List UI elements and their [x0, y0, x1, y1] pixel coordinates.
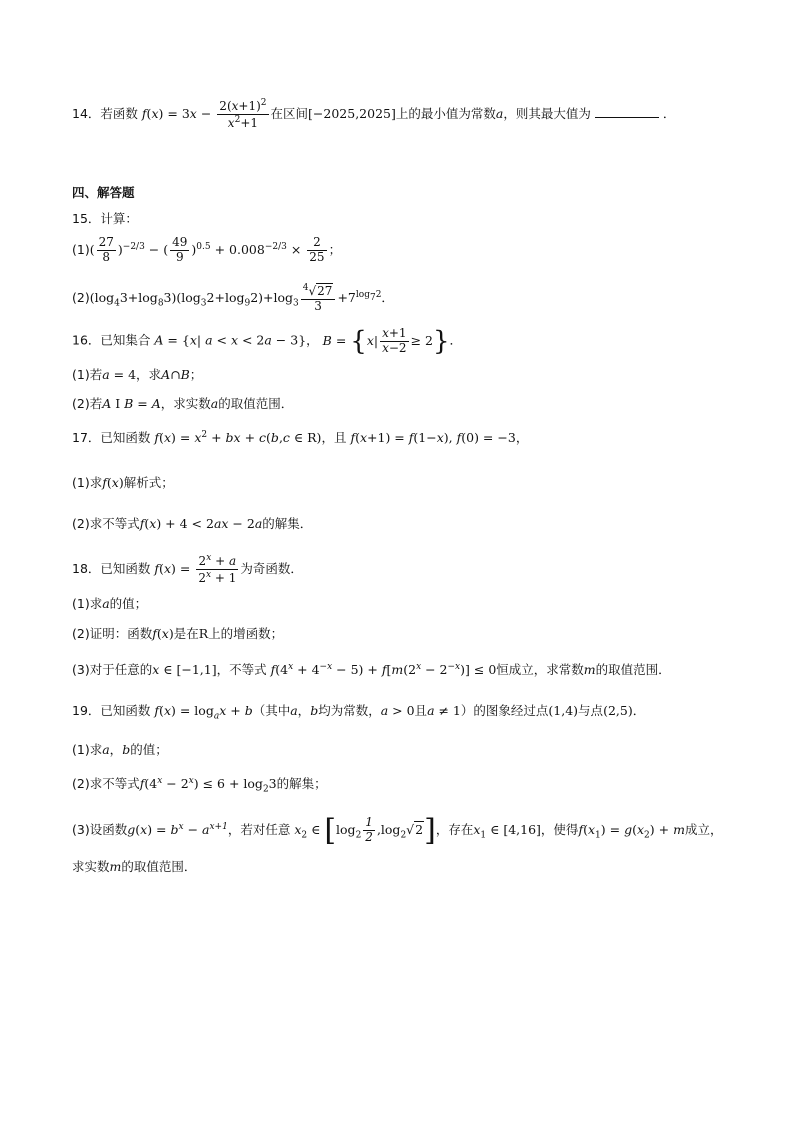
question-16-part-2: (2)若A I B = A，求实数a的取值范围．	[72, 396, 294, 411]
question-16: 16．已知集合 A = {x| a < x < 2a − 3}， B = {x| $\frac{x+1}{x-2}$ ≥ 2}．	[72, 325, 463, 356]
formula: ( $\frac{27}{8}$ )$^{-2/3}$ − ( $\frac{49}{9}$ )$^{0.5} + 0.008^{-2/3}$ × $\frac{2}{25}$	[89, 235, 325, 264]
question-18-part-2: (2)证明：函数f(x)是在R上的增函数；	[72, 626, 284, 641]
formula: f(x) = 3x − $\frac{2(x+1)^2}{x^2+1}$	[141, 98, 267, 130]
interval: [−2025,2025]	[308, 105, 396, 121]
section-title: 四、解答题	[72, 185, 135, 200]
formula: f(x) = $\frac{2^x + a}{2^x + 1}$	[154, 553, 237, 585]
question-15-part-1: (1)( $\frac{27}{8}$ )$^{-2/3}$ − ( $\frac{49}{9}$ )$^{0.5} + 0.008^{-2/3}$ × $\frac{2}{25}$ ；	[72, 235, 342, 264]
question-19-part-3-cont: 求实数m的取值范围．	[72, 859, 197, 874]
formula: $(\log_43+\log_83)(\log_32+\log_92)+\log_3$ $\frac{^4√27}{3}$ $+7^{log_72}$	[89, 283, 382, 313]
answer-blank[interactable]	[595, 117, 659, 118]
formula-condition: f(x+1) = f(1−x), f(0) = −3	[350, 430, 516, 445]
formula: $f(x) = x^2$ + bx + c(b,c ∈ R)	[154, 429, 322, 445]
question-18-part-1: (1)求a的值；	[72, 596, 148, 611]
question-17-part-2: (2)求不等式f(x) + 4 < 2ax − 2a的解集．	[72, 516, 313, 531]
question-18: 18．已知函数 f(x) = $\frac{2^x + a}{2^x + 1}$ 为奇函数．	[72, 553, 303, 585]
question-19: 19．已知函数 $f(x) = \log_ax + b$（其中a，b均为常数，a > 0且a ≠ 1）的图象经过点(1,4)与点(2,5)．	[72, 703, 646, 722]
set-b: B = {x| $\frac{x+1}{x-2}$ ≥ 2}	[322, 325, 450, 356]
question-15-part-2: $(2)(\log_43+\log_83)(\log_32+\log_92)+\log_3$ $\frac{^4√27}{3}$ $+7^{log_72}$．	[72, 283, 394, 313]
question-17-part-1: (1)求f(x)解析式；	[72, 475, 174, 490]
question-19-part-1: (1)求a，b的值；	[72, 742, 168, 757]
formula: $f(4^x + 4^{-x} - 5) + f[m(2^x - 2^{-x})] \le 0$	[270, 661, 497, 677]
question-number: 14．	[72, 105, 101, 121]
question-19-part-3: (3)设函数$g(x) = b^x - a^{x+1}$，若对任意 $x_2$ ∈ [$\log_2$ $\frac{1}{2}$ $,\log_2√2$]，存在$x_1$ ∈ [4,16]，使得$f(x_1) = g(x_2) + m$成立，	[72, 813, 723, 848]
question-17: 17．已知函数 $f(x) = x^2$ + bx + c(b,c ∈ R)，且 f(x+1) = f(1−x), f(0) = −3，	[72, 429, 529, 445]
question-19-part-2: (2)求不等式$f(4^x - 2^x) \le 6 + \log_23$的解集；	[72, 775, 327, 795]
question-14: 14．若函数 f(x) = 3x − $\frac{2(x+1)^2}{x^2+1}$ 在区间[−2025,2025]上的最小值为常数a，则其最大值为 ．	[72, 98, 676, 130]
formula: $f(x) = \log_ax + b$	[154, 703, 253, 722]
set-a: A = {x| a < x < 2a − 3}	[154, 332, 307, 348]
question-16-part-1: (1)若a = 4，求A∩B；	[72, 367, 203, 382]
question-18-part-3: (3)对于任意的x ∈ [−1,1]，不等式 $f(4^x + 4^{-x} - 5) + f[m(2^x - 2^{-x})] \le 0$恒成立，求常数m的取值范围．	[72, 661, 671, 677]
question-15: 15．计算：	[72, 211, 138, 226]
